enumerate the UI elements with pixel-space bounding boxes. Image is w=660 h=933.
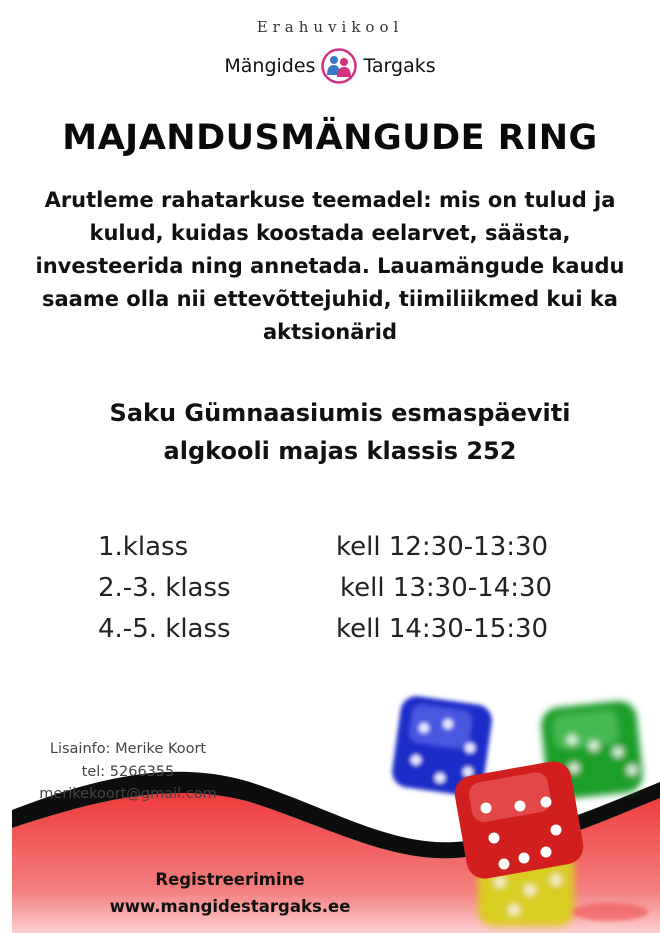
registration-url[interactable]: www.mangidestargaks.ee	[109, 897, 351, 916]
contact-info	[30, 738, 226, 806]
schedule-time: kell 12:30-13:30	[336, 532, 549, 562]
contact-name: Lisainfo: Merike Koort	[49, 741, 207, 757]
brand-left-text: Mängides	[224, 55, 316, 77]
location-line-1: Saku Gümnaasiumis esmaspäeviti	[109, 399, 571, 427]
registration-label: Registreerimine	[155, 870, 305, 889]
schedule-time: kell 13:30-14:30	[340, 573, 553, 603]
schedule-class: 2.-3. klass	[98, 573, 231, 603]
schedule-class: 1.klass	[98, 532, 189, 562]
school-type-label: Erahuvikool	[256, 18, 404, 36]
description-text: Arutleme rahatarkuse teemadel: mis on tulud ja kulud, kuidas koostada eelarvet, säästa, investeerida ning annetada. Lauamängude kaudu saame olla nii ettevõttejuhid, tiimiliikmed kui ka aktsionärid	[35, 188, 625, 344]
location-line-2: algkooli majas klassis 252	[163, 437, 517, 465]
contact-phone: tel: 5266355	[81, 763, 175, 780]
contact-email[interactable]: merikekoort@gmail.com	[39, 786, 217, 802]
red-die	[452, 759, 586, 882]
scribble-mark	[572, 903, 648, 921]
schedule-class: 4.-5. klass	[98, 614, 231, 644]
schedule-time: kell 14:30-15:30	[336, 614, 549, 644]
registration-block	[80, 866, 380, 920]
page-title: MAJANDUSMÄNGUDE RING	[62, 118, 598, 158]
brand-right-text: Targaks	[363, 55, 436, 77]
